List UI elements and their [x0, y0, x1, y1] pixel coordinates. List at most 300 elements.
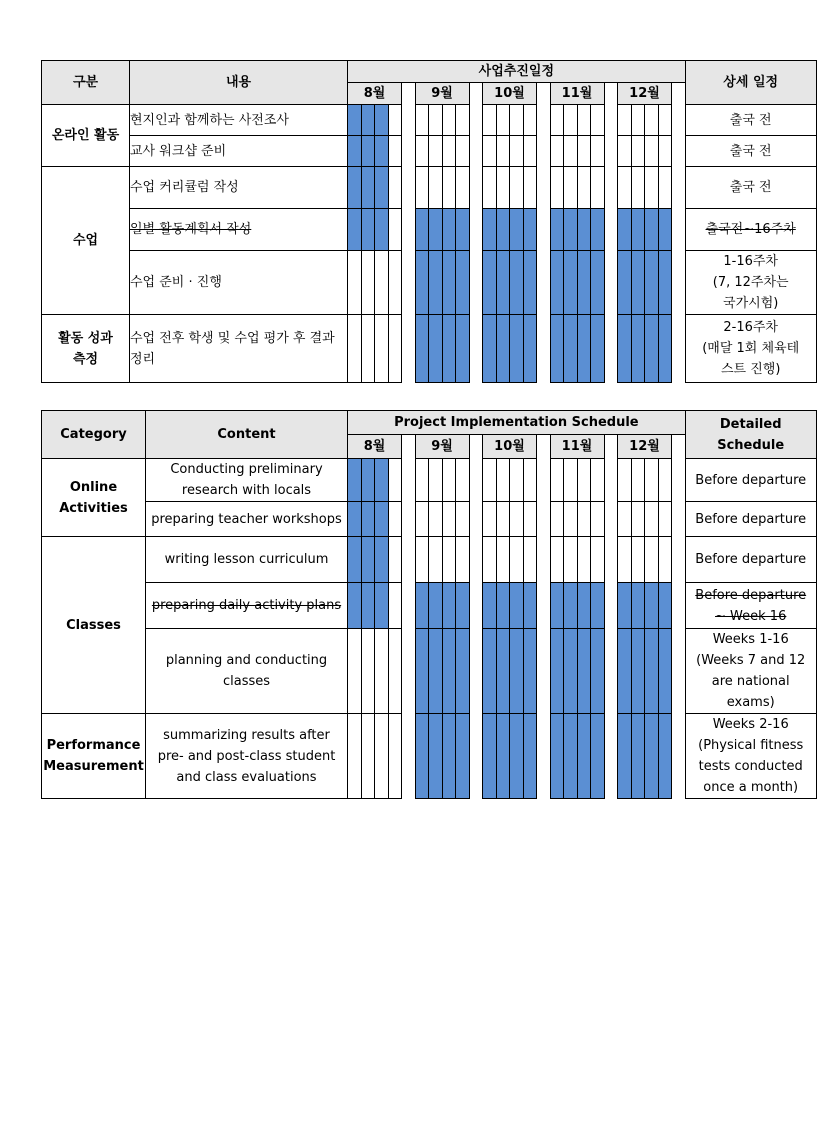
- row-detail: 2-16주차 (매달 1회 체육테 스트 진행): [685, 315, 816, 383]
- gantt-bar-cell: [348, 502, 362, 537]
- gantt-gap-cell: [537, 459, 551, 502]
- gantt-empty-cell: [375, 714, 389, 799]
- gantt-empty-cell: [564, 502, 578, 537]
- gantt-bar-cell: [348, 167, 362, 209]
- gantt-bar-cell: [429, 629, 443, 714]
- row-detail: 출국전~16주차: [685, 209, 816, 251]
- gantt-bar-cell: [550, 629, 564, 714]
- gantt-empty-cell: [375, 315, 389, 383]
- gantt-empty-cell: [442, 105, 456, 136]
- gantt-empty-cell: [658, 537, 672, 583]
- gantt-bar-cell: [658, 251, 672, 315]
- gantt-bar-cell: [577, 583, 591, 629]
- gantt-bar-cell: [645, 209, 659, 251]
- gantt-gap-cell: [469, 537, 483, 583]
- gantt-empty-cell: [631, 502, 645, 537]
- gantt-gap-cell: [469, 315, 483, 383]
- gantt-bar-cell: [523, 583, 537, 629]
- gantt-empty-cell: [550, 136, 564, 167]
- gantt-gap-cell: [537, 502, 551, 537]
- gantt-bar-cell: [618, 315, 632, 383]
- gantt-bar-cell: [645, 583, 659, 629]
- gantt-gap-cell: [469, 629, 483, 714]
- gantt-empty-cell: [510, 537, 524, 583]
- gantt-empty-cell: [442, 537, 456, 583]
- gantt-empty-cell: [496, 537, 510, 583]
- row-content: summarizing results after pre- and post-class student and class evaluations: [146, 714, 348, 799]
- header-content: Content: [146, 411, 348, 459]
- gantt-bar-cell: [496, 629, 510, 714]
- gantt-bar-cell: [577, 209, 591, 251]
- gantt-empty-cell: [429, 105, 443, 136]
- gantt-empty-cell: [631, 167, 645, 209]
- header-detail: Detailed Schedule: [685, 411, 816, 459]
- gantt-bar-cell: [348, 537, 362, 583]
- month-header: 12월: [618, 435, 672, 459]
- gantt-bar-cell: [361, 136, 375, 167]
- gantt-bar-cell: [429, 583, 443, 629]
- gantt-bar-cell: [658, 209, 672, 251]
- gantt-bar-cell: [618, 629, 632, 714]
- gantt-empty-cell: [645, 105, 659, 136]
- gantt-gap-cell: [604, 459, 618, 502]
- gantt-gap-cell: [672, 629, 686, 714]
- gantt-bar-cell: [415, 714, 429, 799]
- row-content: Conducting preliminary research with locals: [146, 459, 348, 502]
- gantt-bar-cell: [415, 629, 429, 714]
- gantt-bar-cell: [348, 209, 362, 251]
- gantt-empty-cell: [658, 502, 672, 537]
- gantt-gap-cell: [469, 251, 483, 315]
- gantt-gap-cell: [672, 105, 686, 136]
- gantt-empty-cell: [483, 136, 497, 167]
- gantt-empty-cell: [442, 136, 456, 167]
- gantt-empty-cell: [496, 136, 510, 167]
- gantt-gap-cell: [604, 315, 618, 383]
- gantt-empty-cell: [577, 136, 591, 167]
- gantt-empty-cell: [510, 459, 524, 502]
- gantt-bar-cell: [510, 315, 524, 383]
- category-measurement: 활동 성과 측정: [42, 315, 130, 383]
- gantt-empty-cell: [631, 459, 645, 502]
- category-measurement: Performance Measurement: [42, 714, 146, 799]
- gantt-empty-cell: [348, 251, 362, 315]
- gantt-empty-cell: [631, 136, 645, 167]
- month-header: 9월: [415, 435, 469, 459]
- gantt-gap-cell: [402, 459, 416, 502]
- gantt-empty-cell: [564, 136, 578, 167]
- gantt-bar-cell: [483, 209, 497, 251]
- gantt-bar-cell: [645, 315, 659, 383]
- gantt-gap-cell: [672, 315, 686, 383]
- gantt-empty-cell: [483, 502, 497, 537]
- row-detail: Before departure: [685, 537, 816, 583]
- gantt-bar-cell: [429, 209, 443, 251]
- gantt-empty-cell: [456, 502, 470, 537]
- gantt-gap-cell: [537, 105, 551, 136]
- gantt-empty-cell: [415, 167, 429, 209]
- gantt-gap-cell: [604, 629, 618, 714]
- gantt-bar-cell: [510, 209, 524, 251]
- gantt-empty-cell: [577, 167, 591, 209]
- gantt-empty-cell: [388, 502, 402, 537]
- gantt-gap-cell: [672, 209, 686, 251]
- gantt-bar-cell: [442, 583, 456, 629]
- row-content: writing lesson curriculum: [146, 537, 348, 583]
- gantt-empty-cell: [415, 459, 429, 502]
- gantt-bar-cell: [564, 251, 578, 315]
- gantt-bar-cell: [375, 209, 389, 251]
- gantt-bar-cell: [456, 315, 470, 383]
- header-content: 내용: [130, 61, 348, 105]
- gantt-gap-cell: [537, 629, 551, 714]
- gantt-empty-cell: [658, 459, 672, 502]
- row-detail: Weeks 2-16 (Physical fitness tests conducted once a month): [685, 714, 816, 799]
- gantt-empty-cell: [483, 537, 497, 583]
- gantt-empty-cell: [483, 167, 497, 209]
- gantt-bar-cell: [523, 629, 537, 714]
- gantt-gap-cell: [672, 583, 686, 629]
- gantt-gap-cell: [604, 537, 618, 583]
- header-schedule: 사업추진일정: [348, 61, 686, 83]
- gantt-bar-cell: [415, 583, 429, 629]
- gantt-gap-cell: [537, 136, 551, 167]
- gantt-bar-cell: [577, 251, 591, 315]
- gantt-empty-cell: [361, 251, 375, 315]
- gantt-bar-cell: [375, 459, 389, 502]
- gantt-bar-cell: [564, 714, 578, 799]
- row-detail: Before departure: [685, 502, 816, 537]
- row-content: 현지인과 함께하는 사전조사: [130, 105, 348, 136]
- month-gap: [537, 83, 551, 105]
- gantt-gap-cell: [672, 167, 686, 209]
- gantt-bar-cell: [483, 714, 497, 799]
- gantt-bar-cell: [510, 714, 524, 799]
- gantt-bar-cell: [361, 459, 375, 502]
- gantt-bar-cell: [550, 315, 564, 383]
- gantt-empty-cell: [510, 502, 524, 537]
- gantt-bar-cell: [631, 629, 645, 714]
- gantt-bar-cell: [618, 209, 632, 251]
- gantt-bar-cell: [631, 583, 645, 629]
- gantt-gap-cell: [402, 502, 416, 537]
- gantt-bar-cell: [591, 315, 605, 383]
- gantt-empty-cell: [550, 167, 564, 209]
- gantt-bar-cell: [456, 251, 470, 315]
- gantt-gap-cell: [402, 167, 416, 209]
- gantt-empty-cell: [523, 537, 537, 583]
- gantt-bar-cell: [510, 251, 524, 315]
- gantt-bar-cell: [631, 315, 645, 383]
- gantt-empty-cell: [631, 537, 645, 583]
- gantt-bar-cell: [429, 251, 443, 315]
- row-content: planning and conducting classes: [146, 629, 348, 714]
- row-content: 수업 준비 · 진행: [130, 251, 348, 315]
- gantt-bar-cell: [631, 251, 645, 315]
- gantt-empty-cell: [591, 502, 605, 537]
- gantt-bar-cell: [483, 629, 497, 714]
- gantt-bar-cell: [591, 583, 605, 629]
- gantt-gap-cell: [604, 209, 618, 251]
- gantt-empty-cell: [388, 629, 402, 714]
- month-gap: [402, 435, 416, 459]
- header-category: Category: [42, 411, 146, 459]
- gantt-empty-cell: [645, 537, 659, 583]
- gantt-gap-cell: [402, 136, 416, 167]
- gantt-gap-cell: [402, 315, 416, 383]
- month-header: 8월: [348, 83, 402, 105]
- month-header: 10월: [483, 83, 537, 105]
- gantt-bar-cell: [456, 714, 470, 799]
- month-header: 11월: [550, 83, 604, 105]
- gantt-bar-cell: [375, 502, 389, 537]
- month-gap: [469, 83, 483, 105]
- gantt-bar-cell: [577, 315, 591, 383]
- gantt-bar-cell: [496, 209, 510, 251]
- gantt-bar-cell: [348, 459, 362, 502]
- gantt-bar-cell: [456, 209, 470, 251]
- gantt-empty-cell: [388, 105, 402, 136]
- gantt-gap-cell: [672, 502, 686, 537]
- gantt-empty-cell: [388, 315, 402, 383]
- gantt-bar-cell: [496, 583, 510, 629]
- gantt-bar-cell: [577, 714, 591, 799]
- month-header: 11월: [550, 435, 604, 459]
- month-gap: [672, 83, 686, 105]
- gantt-gap-cell: [604, 251, 618, 315]
- gantt-empty-cell: [577, 502, 591, 537]
- gantt-bar-cell: [483, 583, 497, 629]
- gantt-bar-cell: [361, 502, 375, 537]
- gantt-bar-cell: [523, 315, 537, 383]
- gantt-gap-cell: [469, 459, 483, 502]
- gantt-bar-cell: [348, 105, 362, 136]
- gantt-gap-cell: [604, 583, 618, 629]
- gantt-empty-cell: [658, 105, 672, 136]
- gantt-empty-cell: [456, 537, 470, 583]
- gantt-bar-cell: [591, 629, 605, 714]
- gantt-bar-cell: [415, 209, 429, 251]
- gantt-empty-cell: [510, 105, 524, 136]
- gantt-empty-cell: [361, 714, 375, 799]
- gantt-gap-cell: [402, 714, 416, 799]
- gantt-bar-cell: [550, 714, 564, 799]
- gantt-empty-cell: [564, 105, 578, 136]
- gantt-empty-cell: [645, 459, 659, 502]
- gantt-bar-cell: [442, 315, 456, 383]
- row-content: 일별 활동계획서 작성: [130, 209, 348, 251]
- row-content: 수업 커리큘럼 작성: [130, 167, 348, 209]
- gantt-empty-cell: [496, 459, 510, 502]
- gantt-empty-cell: [415, 502, 429, 537]
- gantt-empty-cell: [523, 502, 537, 537]
- gantt-gap-cell: [402, 105, 416, 136]
- gantt-gap-cell: [402, 583, 416, 629]
- gantt-bar-cell: [361, 583, 375, 629]
- month-gap: [604, 435, 618, 459]
- gantt-gap-cell: [604, 105, 618, 136]
- gantt-bar-cell: [496, 714, 510, 799]
- gantt-empty-cell: [429, 136, 443, 167]
- gantt-empty-cell: [456, 167, 470, 209]
- gantt-bar-cell: [631, 714, 645, 799]
- gantt-empty-cell: [375, 251, 389, 315]
- gantt-gap-cell: [402, 629, 416, 714]
- row-content: 수업 전후 학생 및 수업 평가 후 결과정리: [130, 315, 348, 383]
- gantt-empty-cell: [442, 502, 456, 537]
- gantt-bar-cell: [564, 209, 578, 251]
- gantt-empty-cell: [429, 167, 443, 209]
- gantt-empty-cell: [550, 105, 564, 136]
- gantt-gap-cell: [537, 537, 551, 583]
- gantt-bar-cell: [442, 251, 456, 315]
- gantt-gap-cell: [537, 251, 551, 315]
- gantt-empty-cell: [510, 136, 524, 167]
- gantt-empty-cell: [510, 167, 524, 209]
- row-detail: 출국 전: [685, 167, 816, 209]
- gantt-empty-cell: [483, 459, 497, 502]
- gantt-empty-cell: [550, 537, 564, 583]
- gantt-bar-cell: [658, 714, 672, 799]
- category-online: 온라인 활동: [42, 105, 130, 167]
- gantt-empty-cell: [523, 459, 537, 502]
- gantt-empty-cell: [388, 714, 402, 799]
- gantt-empty-cell: [388, 537, 402, 583]
- gantt-bar-cell: [523, 714, 537, 799]
- month-header: 10월: [483, 435, 537, 459]
- gantt-empty-cell: [456, 105, 470, 136]
- gantt-empty-cell: [591, 459, 605, 502]
- gantt-empty-cell: [523, 105, 537, 136]
- gantt-gap-cell: [604, 136, 618, 167]
- gantt-bar-cell: [550, 251, 564, 315]
- category-classes: 수업: [42, 167, 130, 315]
- gantt-bar-cell: [591, 714, 605, 799]
- gantt-empty-cell: [577, 105, 591, 136]
- gantt-bar-cell: [375, 105, 389, 136]
- gantt-empty-cell: [591, 136, 605, 167]
- gantt-empty-cell: [375, 629, 389, 714]
- header-category: 구분: [42, 61, 130, 105]
- gantt-bar-cell: [618, 251, 632, 315]
- category-classes: Classes: [42, 537, 146, 714]
- gantt-bar-cell: [442, 629, 456, 714]
- gantt-gap-cell: [402, 537, 416, 583]
- gantt-bar-cell: [645, 251, 659, 315]
- gantt-bar-cell: [375, 167, 389, 209]
- gantt-empty-cell: [388, 167, 402, 209]
- gantt-empty-cell: [388, 251, 402, 315]
- gantt-gap-cell: [402, 251, 416, 315]
- gantt-bar-cell: [483, 251, 497, 315]
- row-detail: 1-16주차 (7, 12주차는 국가시험): [685, 251, 816, 315]
- gantt-gap-cell: [672, 714, 686, 799]
- gantt-bar-cell: [523, 251, 537, 315]
- gantt-bar-cell: [415, 251, 429, 315]
- gantt-bar-cell: [442, 209, 456, 251]
- gantt-empty-cell: [645, 167, 659, 209]
- gantt-bar-cell: [496, 251, 510, 315]
- gantt-empty-cell: [591, 167, 605, 209]
- gantt-bar-cell: [564, 583, 578, 629]
- gantt-bar-cell: [361, 209, 375, 251]
- gantt-empty-cell: [564, 537, 578, 583]
- gantt-gap-cell: [469, 714, 483, 799]
- gantt-empty-cell: [348, 315, 362, 383]
- gantt-gap-cell: [604, 167, 618, 209]
- gantt-bar-cell: [415, 315, 429, 383]
- row-detail: Before departure: [685, 459, 816, 502]
- gantt-empty-cell: [429, 502, 443, 537]
- gantt-bar-cell: [591, 209, 605, 251]
- gantt-gap-cell: [469, 209, 483, 251]
- gantt-empty-cell: [415, 136, 429, 167]
- gantt-empty-cell: [618, 105, 632, 136]
- month-gap: [402, 83, 416, 105]
- gantt-empty-cell: [658, 136, 672, 167]
- month-header: 8월: [348, 435, 402, 459]
- gantt-empty-cell: [415, 537, 429, 583]
- gantt-empty-cell: [577, 459, 591, 502]
- month-header: 9월: [415, 83, 469, 105]
- row-content: preparing daily activity plans: [146, 583, 348, 629]
- gantt-bar-cell: [361, 537, 375, 583]
- gantt-bar-cell: [375, 136, 389, 167]
- gantt-gap-cell: [672, 537, 686, 583]
- gantt-bar-cell: [429, 714, 443, 799]
- gantt-gap-cell: [469, 583, 483, 629]
- gantt-empty-cell: [496, 167, 510, 209]
- gantt-empty-cell: [618, 502, 632, 537]
- header-detail: 상세 일정: [685, 61, 816, 105]
- gantt-empty-cell: [388, 459, 402, 502]
- gantt-empty-cell: [618, 537, 632, 583]
- gantt-empty-cell: [456, 136, 470, 167]
- gantt-empty-cell: [348, 629, 362, 714]
- gantt-bar-cell: [442, 714, 456, 799]
- gantt-bar-cell: [348, 136, 362, 167]
- gantt-empty-cell: [483, 105, 497, 136]
- gantt-empty-cell: [415, 105, 429, 136]
- gantt-empty-cell: [523, 136, 537, 167]
- gantt-empty-cell: [348, 714, 362, 799]
- gantt-empty-cell: [388, 209, 402, 251]
- gantt-gap-cell: [469, 502, 483, 537]
- gantt-empty-cell: [645, 136, 659, 167]
- gantt-empty-cell: [442, 167, 456, 209]
- gantt-bar-cell: [645, 629, 659, 714]
- gantt-empty-cell: [361, 315, 375, 383]
- gantt-bar-cell: [348, 583, 362, 629]
- row-content: preparing teacher workshops: [146, 502, 348, 537]
- gantt-empty-cell: [591, 537, 605, 583]
- gantt-empty-cell: [618, 136, 632, 167]
- gantt-bar-cell: [361, 167, 375, 209]
- gantt-gap-cell: [402, 209, 416, 251]
- gantt-bar-cell: [658, 315, 672, 383]
- gantt-bar-cell: [456, 629, 470, 714]
- gantt-gap-cell: [537, 167, 551, 209]
- gantt-bar-cell: [550, 583, 564, 629]
- gantt-gap-cell: [469, 136, 483, 167]
- gantt-bar-cell: [564, 629, 578, 714]
- row-detail: Weeks 1-16 (Weeks 7 and 12 are national exams): [685, 629, 816, 714]
- gantt-gap-cell: [537, 209, 551, 251]
- gantt-gap-cell: [672, 251, 686, 315]
- gantt-bar-cell: [645, 714, 659, 799]
- row-content: 교사 워크샵 준비: [130, 136, 348, 167]
- gantt-bar-cell: [510, 629, 524, 714]
